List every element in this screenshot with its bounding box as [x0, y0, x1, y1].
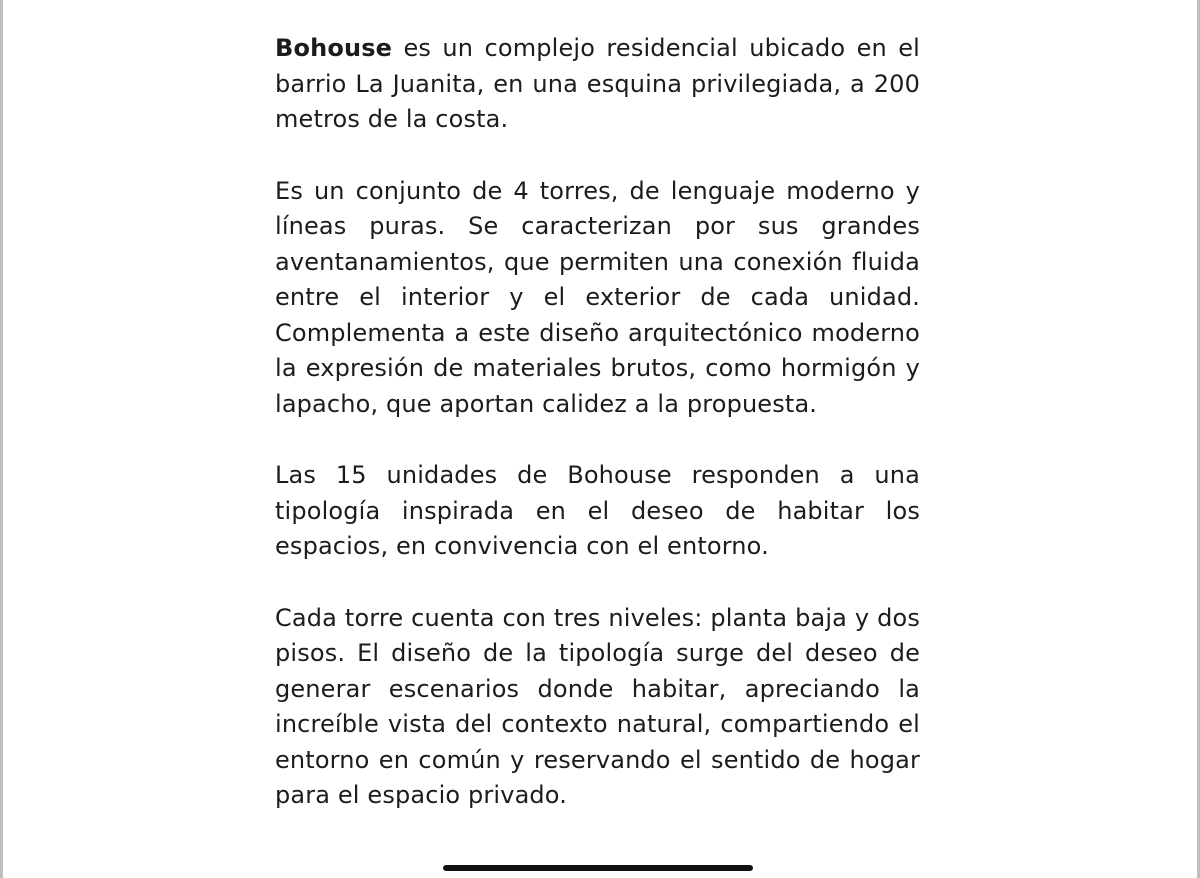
article-body: [275, 31, 920, 850]
paragraph-units: Las 15 unidades de Bohouse responden a una tipología inspirada en el deseo de habitar los espacios, en convivencia con el entorno.: [275, 461, 920, 560]
home-indicator-bar[interactable]: [443, 865, 753, 871]
paragraph-intro-text: es un complejo residencial ubicado en el barrio La Juanita, en una esquina privilegiada, a 200 metros de la costa.: [275, 34, 920, 133]
left-edge-divider: [0, 0, 3, 878]
paragraph-intro: [275, 31, 920, 138]
paragraph-levels: Cada torre cuenta con tres niveles: planta baja y dos pisos. El diseño de la tipología surge del deseo de generar escenarios donde habitar, apreciando la increíble vista del contexto natural, compartiendo el entorno en común y reservando el sentido de hogar para el espacio privado.: [275, 603, 920, 809]
paragraph-towers: Es un conjunto de 4 torres, de lenguaje moderno y líneas puras. Se caracterizan por sus grandes aventanamientos, que permiten una conexión fluida entre el interior y el exterior de cada unidad. Complementa a este diseño arquitectónico moderno la expresión de materiales brutos, como hormigón y lapacho, que aportan calidez a la propuesta.: [275, 176, 920, 418]
brand-name: Bohouse: [275, 34, 393, 62]
